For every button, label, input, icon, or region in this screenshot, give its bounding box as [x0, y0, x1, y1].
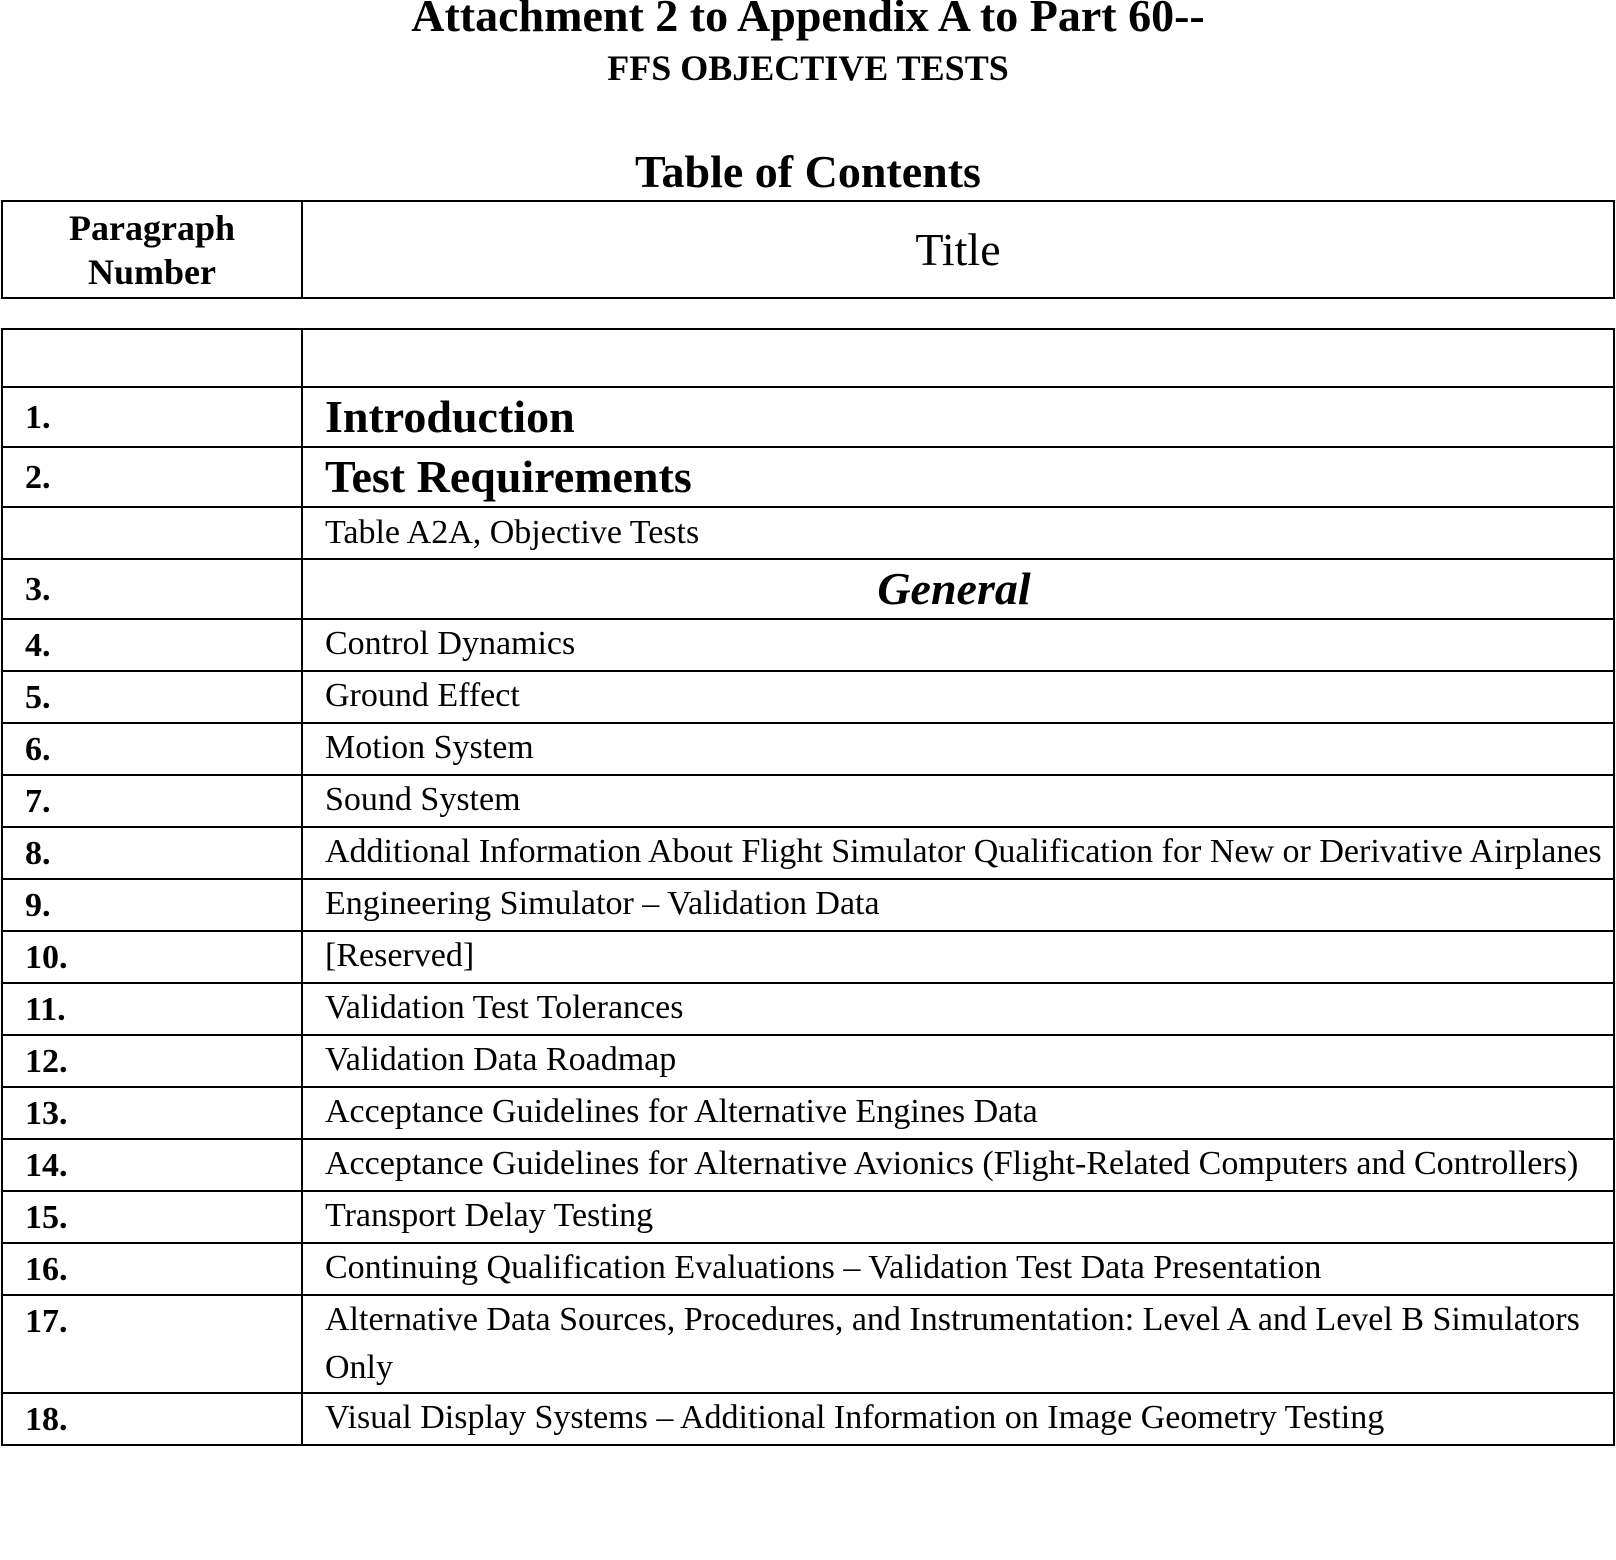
toc-row-number: 16. — [2, 1243, 302, 1295]
toc-row — [2, 1087, 1614, 1139]
toc-row-number: 13. — [2, 1087, 302, 1139]
toc-row-title: Control Dynamics — [302, 619, 1614, 671]
toc-row-number: 2. — [2, 447, 302, 507]
toc-row-title: Introduction — [302, 387, 1614, 447]
toc-row — [2, 879, 1614, 931]
toc-row-title: Additional Information About Flight Simulator Qualification for New or Derivative Airplanes — [302, 827, 1614, 879]
toc-row-title: Sound System — [302, 775, 1614, 827]
toc-table — [1, 328, 1615, 1446]
toc-row-title: Motion System — [302, 723, 1614, 775]
toc-row — [2, 507, 1614, 559]
toc-row — [2, 723, 1614, 775]
toc-row-number: 1. — [2, 387, 302, 447]
toc-row-title: [Reserved] — [302, 931, 1614, 983]
document-subheading: FFS OBJECTIVE TESTS — [607, 48, 1009, 88]
toc-row — [2, 559, 1614, 619]
toc-row-number: 4. — [2, 619, 302, 671]
toc-row — [2, 1243, 1614, 1295]
toc-row-title: Visual Display Systems – Additional Information on Image Geometry Testing — [302, 1393, 1614, 1445]
toc-row-number: 9. — [2, 879, 302, 931]
toc-row-title: Acceptance Guidelines for Alternative Avionics (Flight-Related Computers and Controllers) — [302, 1139, 1614, 1191]
toc-row-title: Transport Delay Testing — [302, 1191, 1614, 1243]
toc-row — [2, 671, 1614, 723]
toc-row-number: 7. — [2, 775, 302, 827]
toc-row — [2, 931, 1614, 983]
paragraph-number-header: Paragraph Number — [2, 201, 302, 298]
blank-cell — [302, 329, 1614, 387]
toc-row-title: Ground Effect — [302, 671, 1614, 723]
toc-row-number: 17. — [2, 1295, 302, 1393]
toc-row-number: 18. — [2, 1393, 302, 1445]
toc-row — [2, 1295, 1614, 1393]
toc-row-number: 5. — [2, 671, 302, 723]
toc-row-number: 8. — [2, 827, 302, 879]
toc-row-title: Continuing Qualification Evaluations – Validation Test Data Presentation — [302, 1243, 1614, 1295]
toc-row-number: 14. — [2, 1139, 302, 1191]
toc-row-title: General — [302, 559, 1614, 619]
toc-row-number: 6. — [2, 723, 302, 775]
toc-row — [2, 447, 1614, 507]
toc-blank-row — [2, 329, 1614, 387]
toc-row-title: Validation Data Roadmap — [302, 1035, 1614, 1087]
toc-row — [2, 387, 1614, 447]
toc-row-number: 12. — [2, 1035, 302, 1087]
blank-cell — [2, 329, 302, 387]
toc-row-title: Table A2A, Objective Tests — [302, 507, 1614, 559]
toc-row — [2, 1035, 1614, 1087]
title-header: Title — [302, 201, 1614, 298]
toc-row-number: 15. — [2, 1191, 302, 1243]
toc-row-title: Validation Test Tolerances — [302, 983, 1614, 1035]
document-heading: Attachment 2 to Appendix A to Part 60-- — [411, 0, 1205, 41]
toc-header-row — [2, 201, 1614, 298]
toc-row-number: 10. — [2, 931, 302, 983]
toc-row-title: Test Requirements — [302, 447, 1614, 507]
toc-title: Table of Contents — [635, 146, 981, 197]
toc-row — [2, 983, 1614, 1035]
toc-row — [2, 1191, 1614, 1243]
toc-row-number — [2, 507, 302, 559]
toc-row-number: 11. — [2, 983, 302, 1035]
toc-row-title: Acceptance Guidelines for Alternative Engines Data — [302, 1087, 1614, 1139]
toc-row — [2, 619, 1614, 671]
toc-row — [2, 775, 1614, 827]
toc-row — [2, 1393, 1614, 1445]
toc-row-number: 3. — [2, 559, 302, 619]
toc-row-title: Engineering Simulator – Validation Data — [302, 879, 1614, 931]
toc-row — [2, 1139, 1614, 1191]
toc-header-table — [1, 200, 1615, 299]
toc-row — [2, 827, 1614, 879]
toc-row-title: Alternative Data Sources, Procedures, and Instrumentation: Level A and Level B Simulators Only — [302, 1295, 1614, 1393]
